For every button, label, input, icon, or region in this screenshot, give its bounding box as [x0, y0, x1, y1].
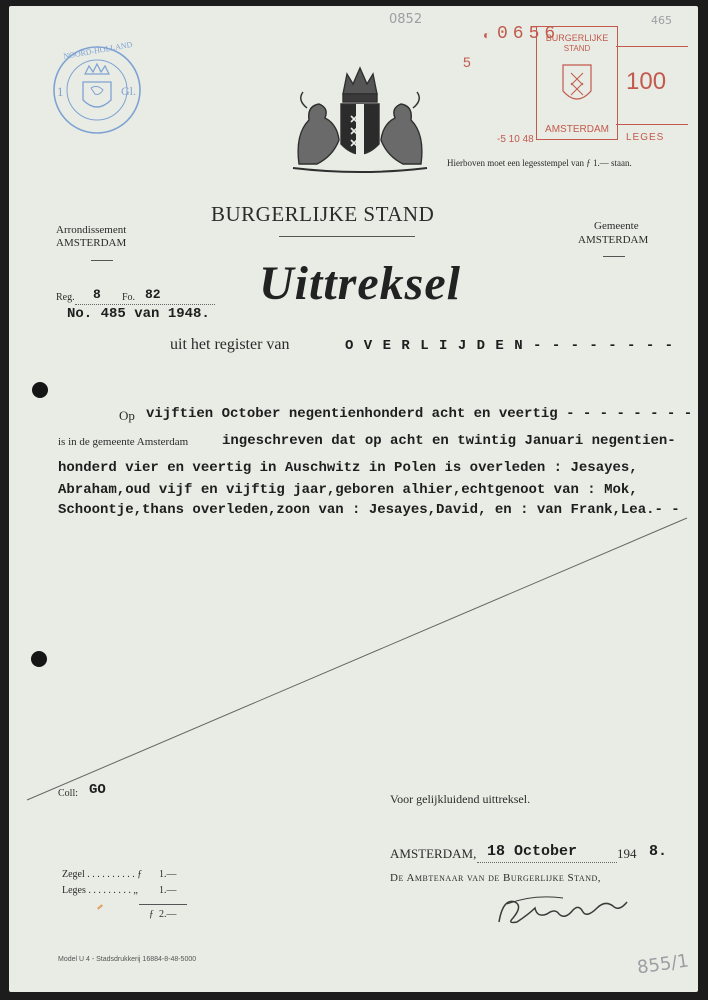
- document-number: No. 485 van 1948.: [67, 306, 210, 322]
- place-label: AMSTERDAM,: [390, 846, 477, 861]
- gemeente-inline-label: is in de gemeente Amsterdam: [58, 436, 189, 448]
- body-line-3: honderd vier en veertig in Auschwitz in Polen is overleden : Jesayes,: [58, 460, 638, 476]
- seal-left-value: 1: [57, 84, 64, 99]
- register-label: uit het register van: [170, 336, 290, 353]
- archive-number-corner: 465: [651, 14, 672, 27]
- conform-statement: Voor gelijkluidend uittreksel.: [390, 792, 531, 806]
- fo-value: 82: [145, 287, 161, 302]
- zegel-label: Zegel . . . . . . . . . . ƒ: [62, 869, 143, 880]
- reg-value: 8: [93, 287, 101, 302]
- stamp-value: 100: [626, 68, 667, 95]
- document-title: BURGERLIJKE STAND: [211, 202, 435, 226]
- year-digit: 8.: [649, 843, 668, 860]
- archive-number-top: 0852: [389, 12, 423, 27]
- register-value: O V E R L I J D E N - - - - - - - -: [345, 338, 675, 354]
- arrondissement-value: AMSTERDAM: [56, 237, 127, 249]
- stamp-number: 0656: [497, 24, 561, 44]
- footer-imprint: Model U 4 - Stadsdrukkerij 16884-8-48-5000: [58, 956, 197, 963]
- seal-right-value: Gl.: [121, 84, 136, 98]
- stamp-small-mark: ◐: [483, 28, 491, 42]
- coll-label: Coll:: [58, 788, 79, 799]
- body-line-4: Abraham,oud vijf en vijftig jaar,geboren alhier,echtgenoot van : Mok,: [58, 482, 638, 498]
- stamp-date: -5 10 48: [497, 134, 534, 145]
- gemeente-label: Gemeente: [594, 220, 639, 232]
- leges-value: 1.—: [159, 885, 177, 896]
- arrondissement-label: Arrondissement: [56, 224, 127, 236]
- fo-label: Fo.: [122, 292, 136, 303]
- document-page: [9, 6, 698, 992]
- official-signature: [493, 884, 633, 934]
- op-label: Op: [119, 408, 135, 423]
- reg-label: Reg.: [56, 292, 75, 303]
- zegel-value: 1.—: [159, 869, 177, 880]
- fees-total-rule: [139, 904, 187, 905]
- leges-label: Leges . . . . . . . . . „: [62, 885, 138, 896]
- stamp-fee-label: LEGES: [626, 132, 665, 143]
- stamp-title-line1: BURGERLIJKE: [545, 33, 609, 43]
- gemeente-value: AMSTERDAM: [578, 234, 649, 246]
- official-title: De Ambtenaar van de Burgerlijke Stand,: [390, 872, 601, 884]
- stamp-city: AMSTERDAM: [545, 124, 609, 135]
- archive-number-bottom: 855/1: [635, 950, 691, 979]
- body-line-2: ingeschreven dat op acht en twintig Januari negentien-: [222, 433, 676, 449]
- body-line-5: Schoontje,thans overleden,zoon van : Jesayes,David, en : van Frank,Lea.- -: [58, 502, 680, 518]
- total-value: 2.—: [159, 909, 177, 920]
- stamp-note: Hierboven moet een legesstempel van ƒ 1.— staan.: [447, 158, 632, 168]
- stamp-title-line2: STAND: [563, 44, 591, 53]
- date-dotted-line: [477, 862, 617, 863]
- issue-date: 18 October: [487, 843, 578, 860]
- total-label: ƒ: [149, 909, 154, 920]
- seal-top-text: NOORD-HOLLAND: [62, 40, 134, 61]
- document-subtitle: Uittreksel: [259, 257, 461, 310]
- cancellation-line: [9, 6, 698, 992]
- year-prefix: 194: [617, 846, 637, 861]
- stamp-mark-5: 5: [463, 54, 471, 70]
- coll-value: GO: [89, 782, 106, 798]
- body-line-1: vijftien October negentienhonderd acht en veertig - - - - - - - -: [146, 406, 693, 422]
